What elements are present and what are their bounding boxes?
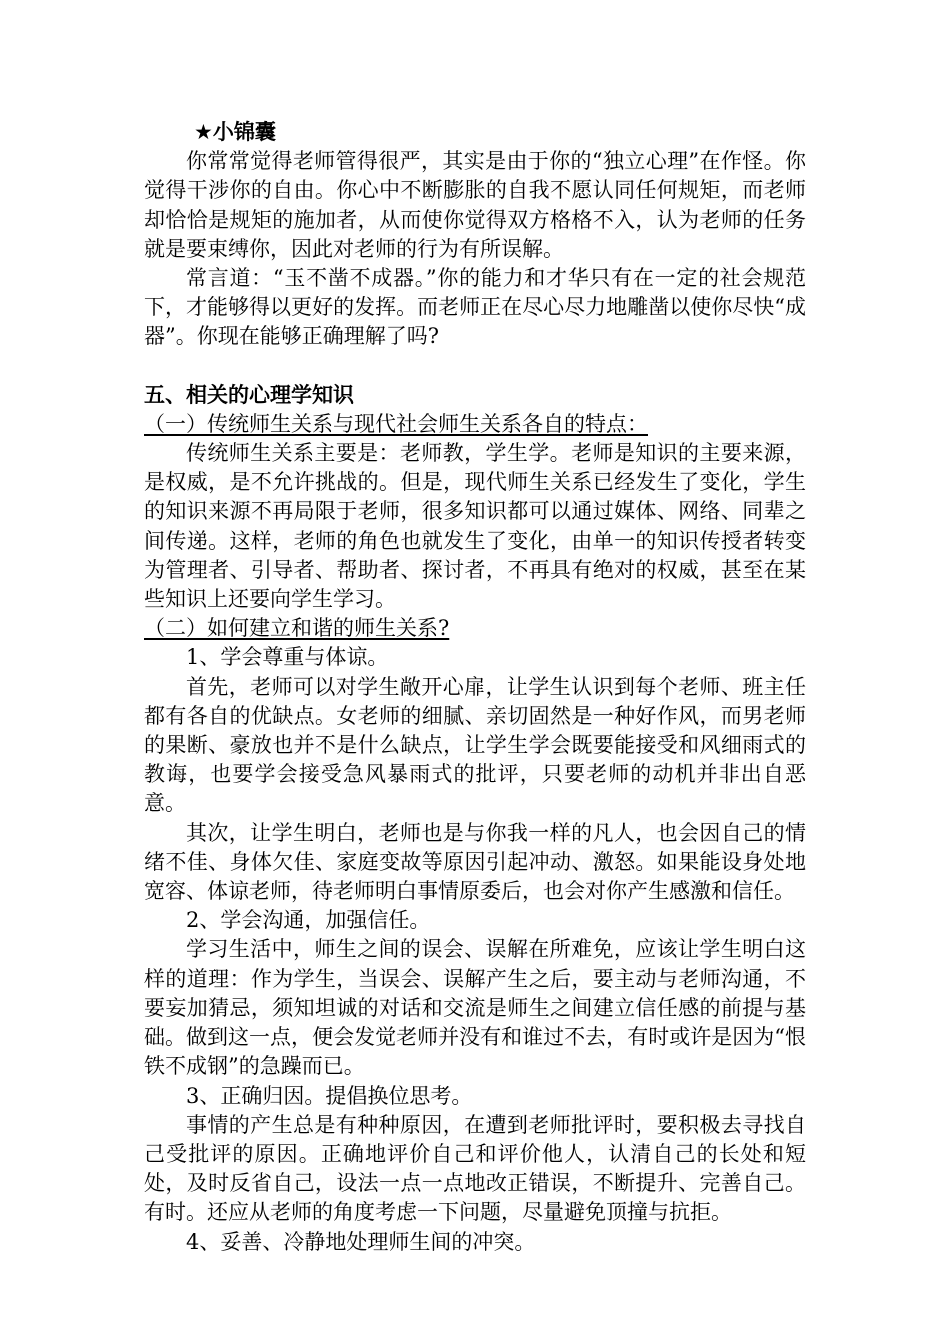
section-spacer [144, 352, 806, 381]
subsection-title-1-text: （一）传统师生关系与现代社会师生关系各自的特点： [144, 411, 648, 436]
subsection-title-2 [144, 614, 806, 643]
subsection-title-1 [144, 410, 806, 439]
tip-heading: ★小锦囊 [194, 120, 276, 144]
item-2-paragraph-1: 学习生活中，师生之间的误会、误解在所难免，应该让学生明白这样的道理：作为学生，当误会、误解产生之后，要主动与老师沟通，不要妄加猜忌，须知坦诚的对话和交流是师生之间建立信任感的前提与基础。做到这一点，便会发觉老师并没有和谁过不去，有时或许是因为“恨铁不成钢”的急躁而已。 [144, 937, 806, 1079]
list-item-2: 2、学会沟通，加强信任。 [186, 908, 431, 933]
item-1-paragraph-2: 其次，让学生明白，老师也是与你我一样的凡人，也会因自己的情绪不佳、身体欠佳、家庭变故等原因引起冲动、激怒。如果能设身处地宽容、体谅老师，待老师明白事情原委后，也会对你产生感激和信任。 [144, 820, 806, 904]
subsection-1-paragraph: 传统师生关系主要是：老师教，学生学。老师是知识的主要来源，是权威，是不允许挑战的。但是，现代师生关系已经发生了变化，学生的知识来源不再局限于老师，很多知识都可以通过媒体、网络、同辈之间传递。这样，老师的角色也就发生了变化，由单一的知识传授者转变为管理者、引导者、帮助者、探讨者，不再具有绝对的权威，甚至在某些知识上还要向学生学习。 [144, 441, 806, 612]
list-item-1: 1、学会尊重与体谅。 [186, 645, 389, 670]
tip-paragraph-1: 你常常觉得老师管得很严，其实是由于你的“独立心理”在作怪。你觉得干涉你的自由。你心中不断膨胀的自我不愿认同任何规矩，而老师却恰恰是规矩的施加者，从而使你觉得双方格格不入，认为老师的任务就是要束缚你，因此对老师的行为有所误解。 [144, 149, 806, 261]
subsection-title-2-text: （二）如何建立和谐的师生关系? [144, 616, 450, 641]
section-heading: 五、相关的心理学知识 [144, 382, 354, 407]
list-item-3: 3、正确归因。提倡换位思考。 [186, 1083, 473, 1108]
document-page [144, 118, 806, 1257]
item-1-paragraph-1: 首先，老师可以对学生敞开心扉，让学生认识到每个老师、班主任都有各自的优缺点。女老师的细腻、亲切固然是一种好作风，而男老师的果断、豪放也并不是什么缺点，让学生学会既要能接受和风细雨式的教诲，也要学会接受急风暴雨式的批评，只要老师的动机并非出自恶意。 [144, 674, 806, 816]
list-item-4: 4、妥善、冷静地处理师生间的冲突。 [186, 1229, 536, 1254]
tip-paragraph-2: 常言道：“玉不凿不成器。”你的能力和才华只有在一定的社会规范下，才能够得以更好的发挥。而老师正在尽心尽力地雕凿以使你尽快“成器”。你现在能够正确理解了吗? [144, 266, 806, 349]
item-3-paragraph-1: 事情的产生总是有种种原因，在遭到老师批评时，要积极去寻找自己受批评的原因。正确地评价自己和评价他人，认清自己的长处和短处，及时反省自己，设法一点一点地改正错误，不断提升、完善自己。有时。还应从老师的角度考虑一下问题，尽量避免顶撞与抗拒。 [144, 1112, 806, 1225]
